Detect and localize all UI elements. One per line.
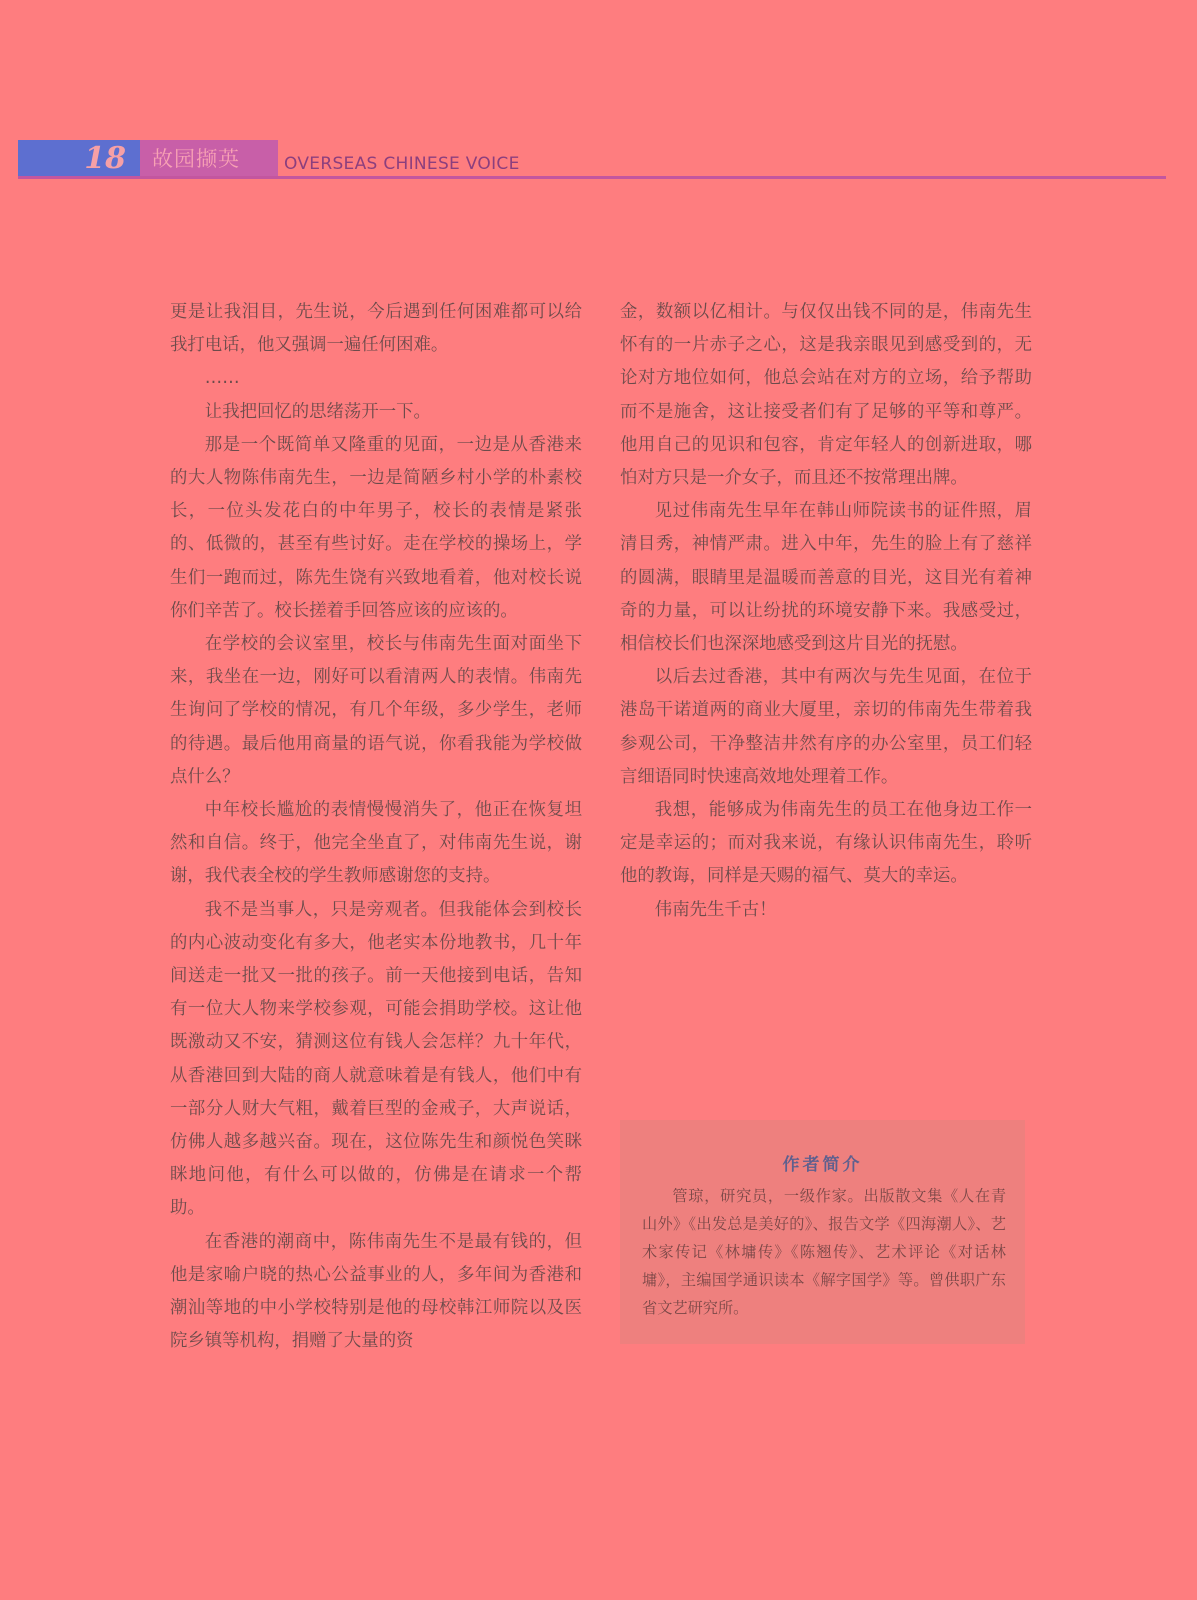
paragraph: 见过伟南先生早年在韩山师院读书的证件照，眉清目秀，神情严肃。进入中年，先生的脸上有了慈祥的圆满，眼睛里是温暖而善意的目光，这目光有着神奇的力量，可以让纷扰的环境安静下来。我感受过，相信校长们也深深地感受到这片目光的抚慰。 [620,501,1032,655]
column-name: 故园撷英 [152,147,240,171]
paragraph: 我想，能够成为伟南先生的员工在他身边工作一定是幸运的；而对我来说，有缘认识伟南先生，聆听他的教诲，同样是天赐的福气、莫大的幸运。 [620,800,1032,887]
paragraph: 我不是当事人，只是旁观者。但我能体会到校长的内心波动变化有多大，他老实本份地教书，几十年间送走一批又一批的孩子。前一天他接到电话，告知有一位大人物来学校参观，可能会捐助学校。这让他既激动又不安，猜测这位有钱人会怎样？九十年代，从香港回到大陆的商人就意味着是有钱人，他们中有一部分人财大气粗，戴着巨型的金戒子，大声说话，仿佛人越多越兴奋。现在，这位陈先生和颜悦色笑眯眯地问他，有什么可以做的，仿佛是在请求一个帮助。 [170,899,582,1219]
article-right-column [620,296,1032,927]
paragraph: 那是一个既简单又隆重的见面，一边是从香港来的大人物陈伟南先生，一边是简陋乡村小学的朴素校长，一位头发花白的中年男子，校长的表情是紧张的、低微的，甚至有些讨好。走在学校的操场上，学生们一跑而过，陈先生饶有兴致地看着，他对校长说你们辛苦了。校长搓着手回答应该的应该的。 [170,434,582,621]
ellipsis-paragraph: …… [204,368,240,389]
column-label-box [140,140,278,178]
header-rule [18,176,1166,179]
author-bio-box [620,1120,1025,1344]
page-number: 18 [84,141,126,176]
paragraph: 中年校长尴尬的表情慢慢消失了，他正在恢复坦然和自信。终于，他完全坐直了，对伟南先生说，谢谢，我代表全校的学生教师感谢您的支持。 [170,800,582,887]
page-header [18,140,1166,180]
page-number-box [18,140,140,178]
paragraph: 金，数额以亿相计。与仅仅出钱不同的是，伟南先生怀有的一片赤子之心，这是我亲眼见到感受到的，无论对方地位如何，他总会站在对方的立场，给予帮助而不是施舍，这让接受者们有了足够的平等和尊严。他用自己的见识和包容，肯定年轻人的创新进取，哪怕对方只是一介女子，而且还不按常理出牌。 [620,302,1032,489]
author-bio-title: 作者简介 [782,1155,863,1175]
closing-line: 伟南先生千古！ [654,899,777,920]
paragraph: 更是让我泪目，先生说，今后遇到任何困难都可以给我打电话，他又强调一遍任何困难。 [170,302,582,356]
paragraph: 在学校的会议室里，校长与伟南先生面对面坐下来，我坐在一边，刚好可以看清两人的表情。伟南先生询问了学校的情况，有几个年级，多少学生，老师的待遇。最后他用商量的语气说，你看我能为学校做点什么？ [170,634,582,787]
paragraph: 让我把回忆的思绪荡开一下。 [204,401,431,422]
paragraph: 在香港的潮商中，陈伟南先生不是最有钱的，但他是家喻户晓的热心公益事业的人，多年间为香港和潮汕等地的中小学校特别是他的母校韩江师院以及医院乡镇等机构，捐赠了大量的资 [170,1231,582,1352]
magazine-name: OVERSEAS CHINESE VOICE [284,154,520,174]
author-bio-text: 管琼，研究员，一级作家。出版散文集《人在青山外》《出发总是美好的》、报告文学《四海潮人》、艺术家传记《林墉传》《陈翘传》、艺术评论《对话林墉》，主编国学通识读本《解字国学》等。曾供职广东省文艺研究所。 [642,1187,1006,1317]
article-left-column [170,296,582,1359]
paragraph: 以后去过香港，其中有两次与先生见面，在位于港岛干诺道两的商业大厦里，亲切的伟南先生带着我参观公司，干净整洁井然有序的办公室里，员工们轻言细语同时快速高效地处理着工作。 [620,667,1032,787]
